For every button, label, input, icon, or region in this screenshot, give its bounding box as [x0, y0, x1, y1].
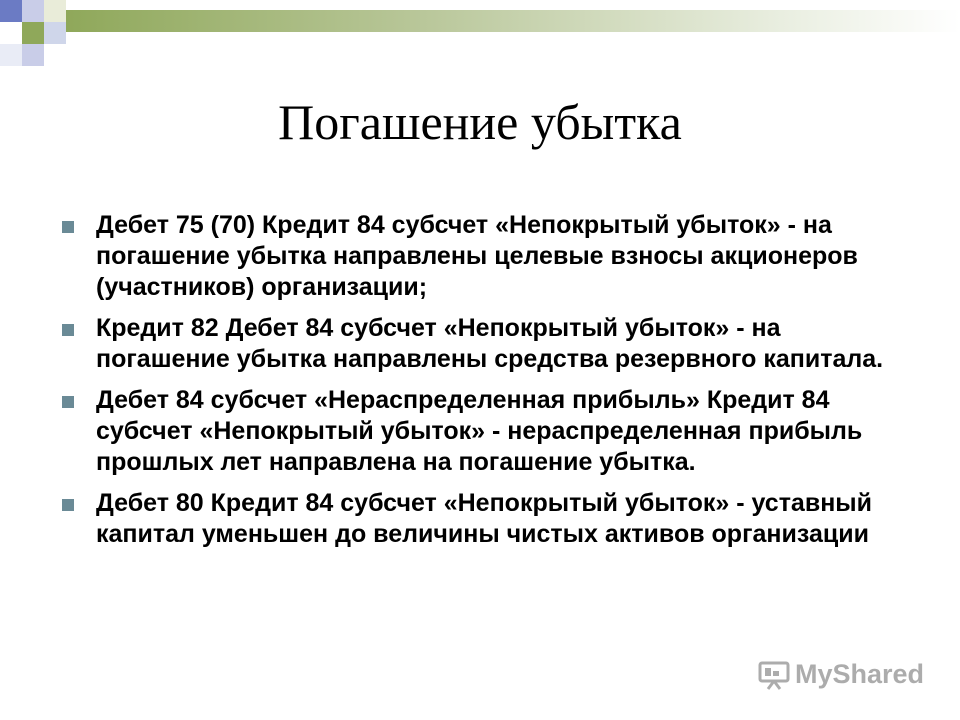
- corner-square: [0, 0, 22, 22]
- bullet-item: [60, 313, 910, 375]
- bullet-item: [60, 385, 910, 478]
- watermark-text: MyShared: [794, 659, 924, 689]
- square-bullet-icon: [62, 324, 74, 336]
- square-bullet-icon: [62, 499, 74, 511]
- corner-square: [22, 22, 44, 44]
- corner-square: [44, 22, 66, 44]
- bullet-text: Дебет 84 субсчет «Нераспределенная прибыль» Кредит 84 субсчет «Непокрытый убыток» - нераспределенная прибыль прошлых лет направлена на погашение убытка.: [96, 386, 863, 476]
- top-gradient-bar: [66, 10, 960, 32]
- bullet-text: Дебет 80 Кредит 84 субсчет «Непокрытый убыток» - уставный капитал уменьшен до величины чистых активов организации: [96, 489, 873, 548]
- bullet-list: [60, 210, 910, 560]
- corner-square: [22, 44, 44, 66]
- bullet-item: [60, 488, 910, 550]
- square-bullet-icon: [62, 396, 74, 408]
- bullet-text: Дебет 75 (70) Кредит 84 субсчет «Непокрытый убыток» - на погашение убытка направлены целевые взносы акционеров (участников) организации;: [96, 211, 858, 301]
- bullet-text: Кредит 82 Дебет 84 субсчет «Непокрытый убыток» - на погашение убытка направлены средства резервного капитала.: [96, 314, 884, 373]
- square-bullet-icon: [62, 221, 74, 233]
- slide-title: Погашение убытка: [278, 94, 682, 150]
- corner-square: [0, 44, 22, 66]
- corner-square: [22, 0, 44, 22]
- watermark: [757, 659, 924, 690]
- bullet-item: [60, 210, 910, 303]
- corner-square: [0, 22, 22, 44]
- corner-square: [44, 0, 66, 22]
- presentation-screen-icon: [757, 660, 791, 690]
